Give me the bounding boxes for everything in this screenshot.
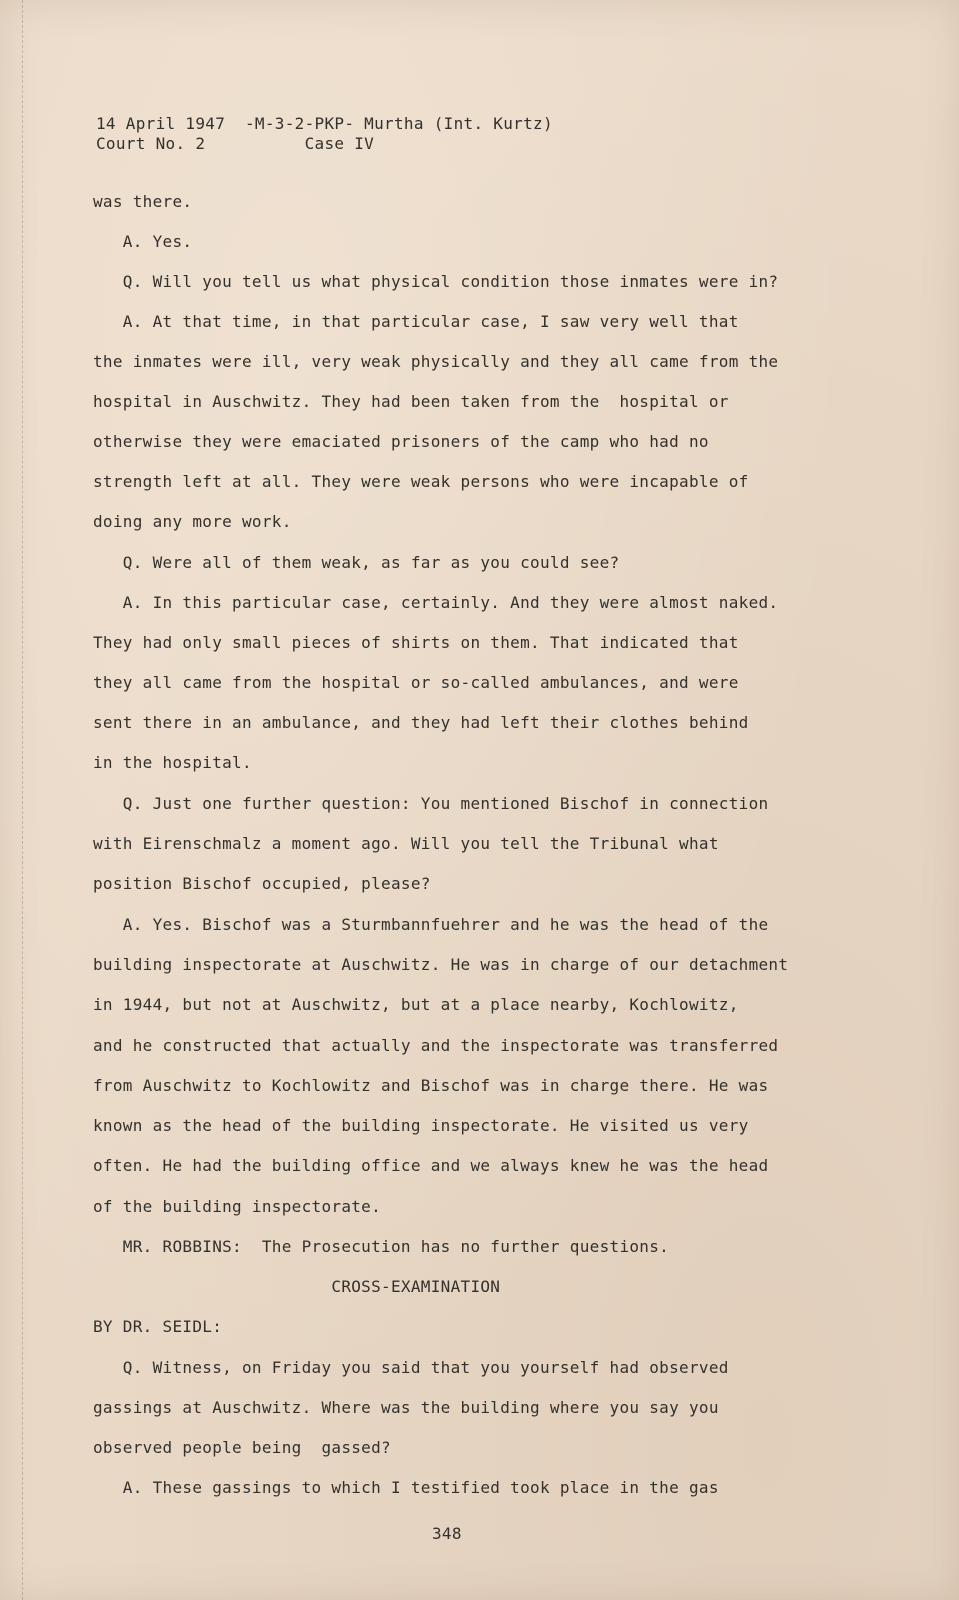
text-line: hospital in Auschwitz. They had been taken from the hospital or [93,392,729,411]
text-line: sent there in an ambulance, and they had left their clothes behind [93,713,749,732]
transcript-body [93,192,933,1502]
text-line: with Eirenschmalz a moment ago. Will you tell the Tribunal what [93,834,719,853]
text-line: building inspectorate at Auschwitz. He was in charge of our detachment [93,955,789,974]
page-number: 348 [432,1524,462,1543]
text-line: they all came from the hospital or so-called ambulances, and were [93,673,739,692]
text-line: doing any more work. [93,512,292,531]
text-line: They had only small pieces of shirts on them. That indicated that [93,633,739,652]
text-line: from Auschwitz to Kochlowitz and Bischof was in charge there. He was [93,1076,769,1095]
section-heading: CROSS-EXAMINATION [93,1277,501,1296]
binding-edge [0,0,23,1600]
text-line: often. He had the building office and we always knew he was the head [93,1156,769,1175]
text-line: position Bischof occupied, please? [93,874,431,893]
text-line: A. At that time, in that particular case, I saw very well that [93,312,739,331]
text-line: observed people being gassed? [93,1438,391,1457]
text-line: otherwise they were emaciated prisoners of the camp who had no [93,432,709,451]
text-line: and he constructed that actually and the inspectorate was transferred [93,1036,779,1055]
text-line: in 1944, but not at Auschwitz, but at a place nearby, Kochlowitz, [93,995,739,1014]
text-line: BY DR. SEIDL: [93,1317,223,1336]
text-line: in the hospital. [93,753,252,772]
text-line: A. Yes. Bischof was a Sturmbannfuehrer and he was the head of the [93,915,769,934]
header-line-2: Court No. 2 Case IV [96,134,375,153]
text-line: the inmates were ill, very weak physically and they all came from the [93,352,779,371]
text-line: A. Yes. [93,232,193,251]
text-line: MR. ROBBINS: The Prosecution has no further questions. [93,1237,670,1256]
text-line: was there. [93,192,193,211]
text-line: strength left at all. They were weak persons who were incapable of [93,472,749,491]
header-line-1: 14 April 1947 -M-3-2-PKP- Murtha (Int. Kurtz) [96,114,553,133]
text-line: Q. Witness, on Friday you said that you yourself had observed [93,1358,729,1377]
text-line: of the building inspectorate. [93,1197,382,1216]
text-line: A. These gassings to which I testified took place in the gas [93,1478,719,1497]
text-line: gassings at Auschwitz. Where was the building where you say you [93,1398,719,1417]
text-line: Q. Just one further question: You mentioned Bischof in connection [93,794,769,813]
text-line: Q. Were all of them weak, as far as you could see? [93,553,620,572]
text-line: Q. Will you tell us what physical condition those inmates were in? [93,272,779,291]
text-line: A. In this particular case, certainly. And they were almost naked. [93,593,779,612]
text-line: known as the head of the building inspectorate. He visited us very [93,1116,749,1135]
